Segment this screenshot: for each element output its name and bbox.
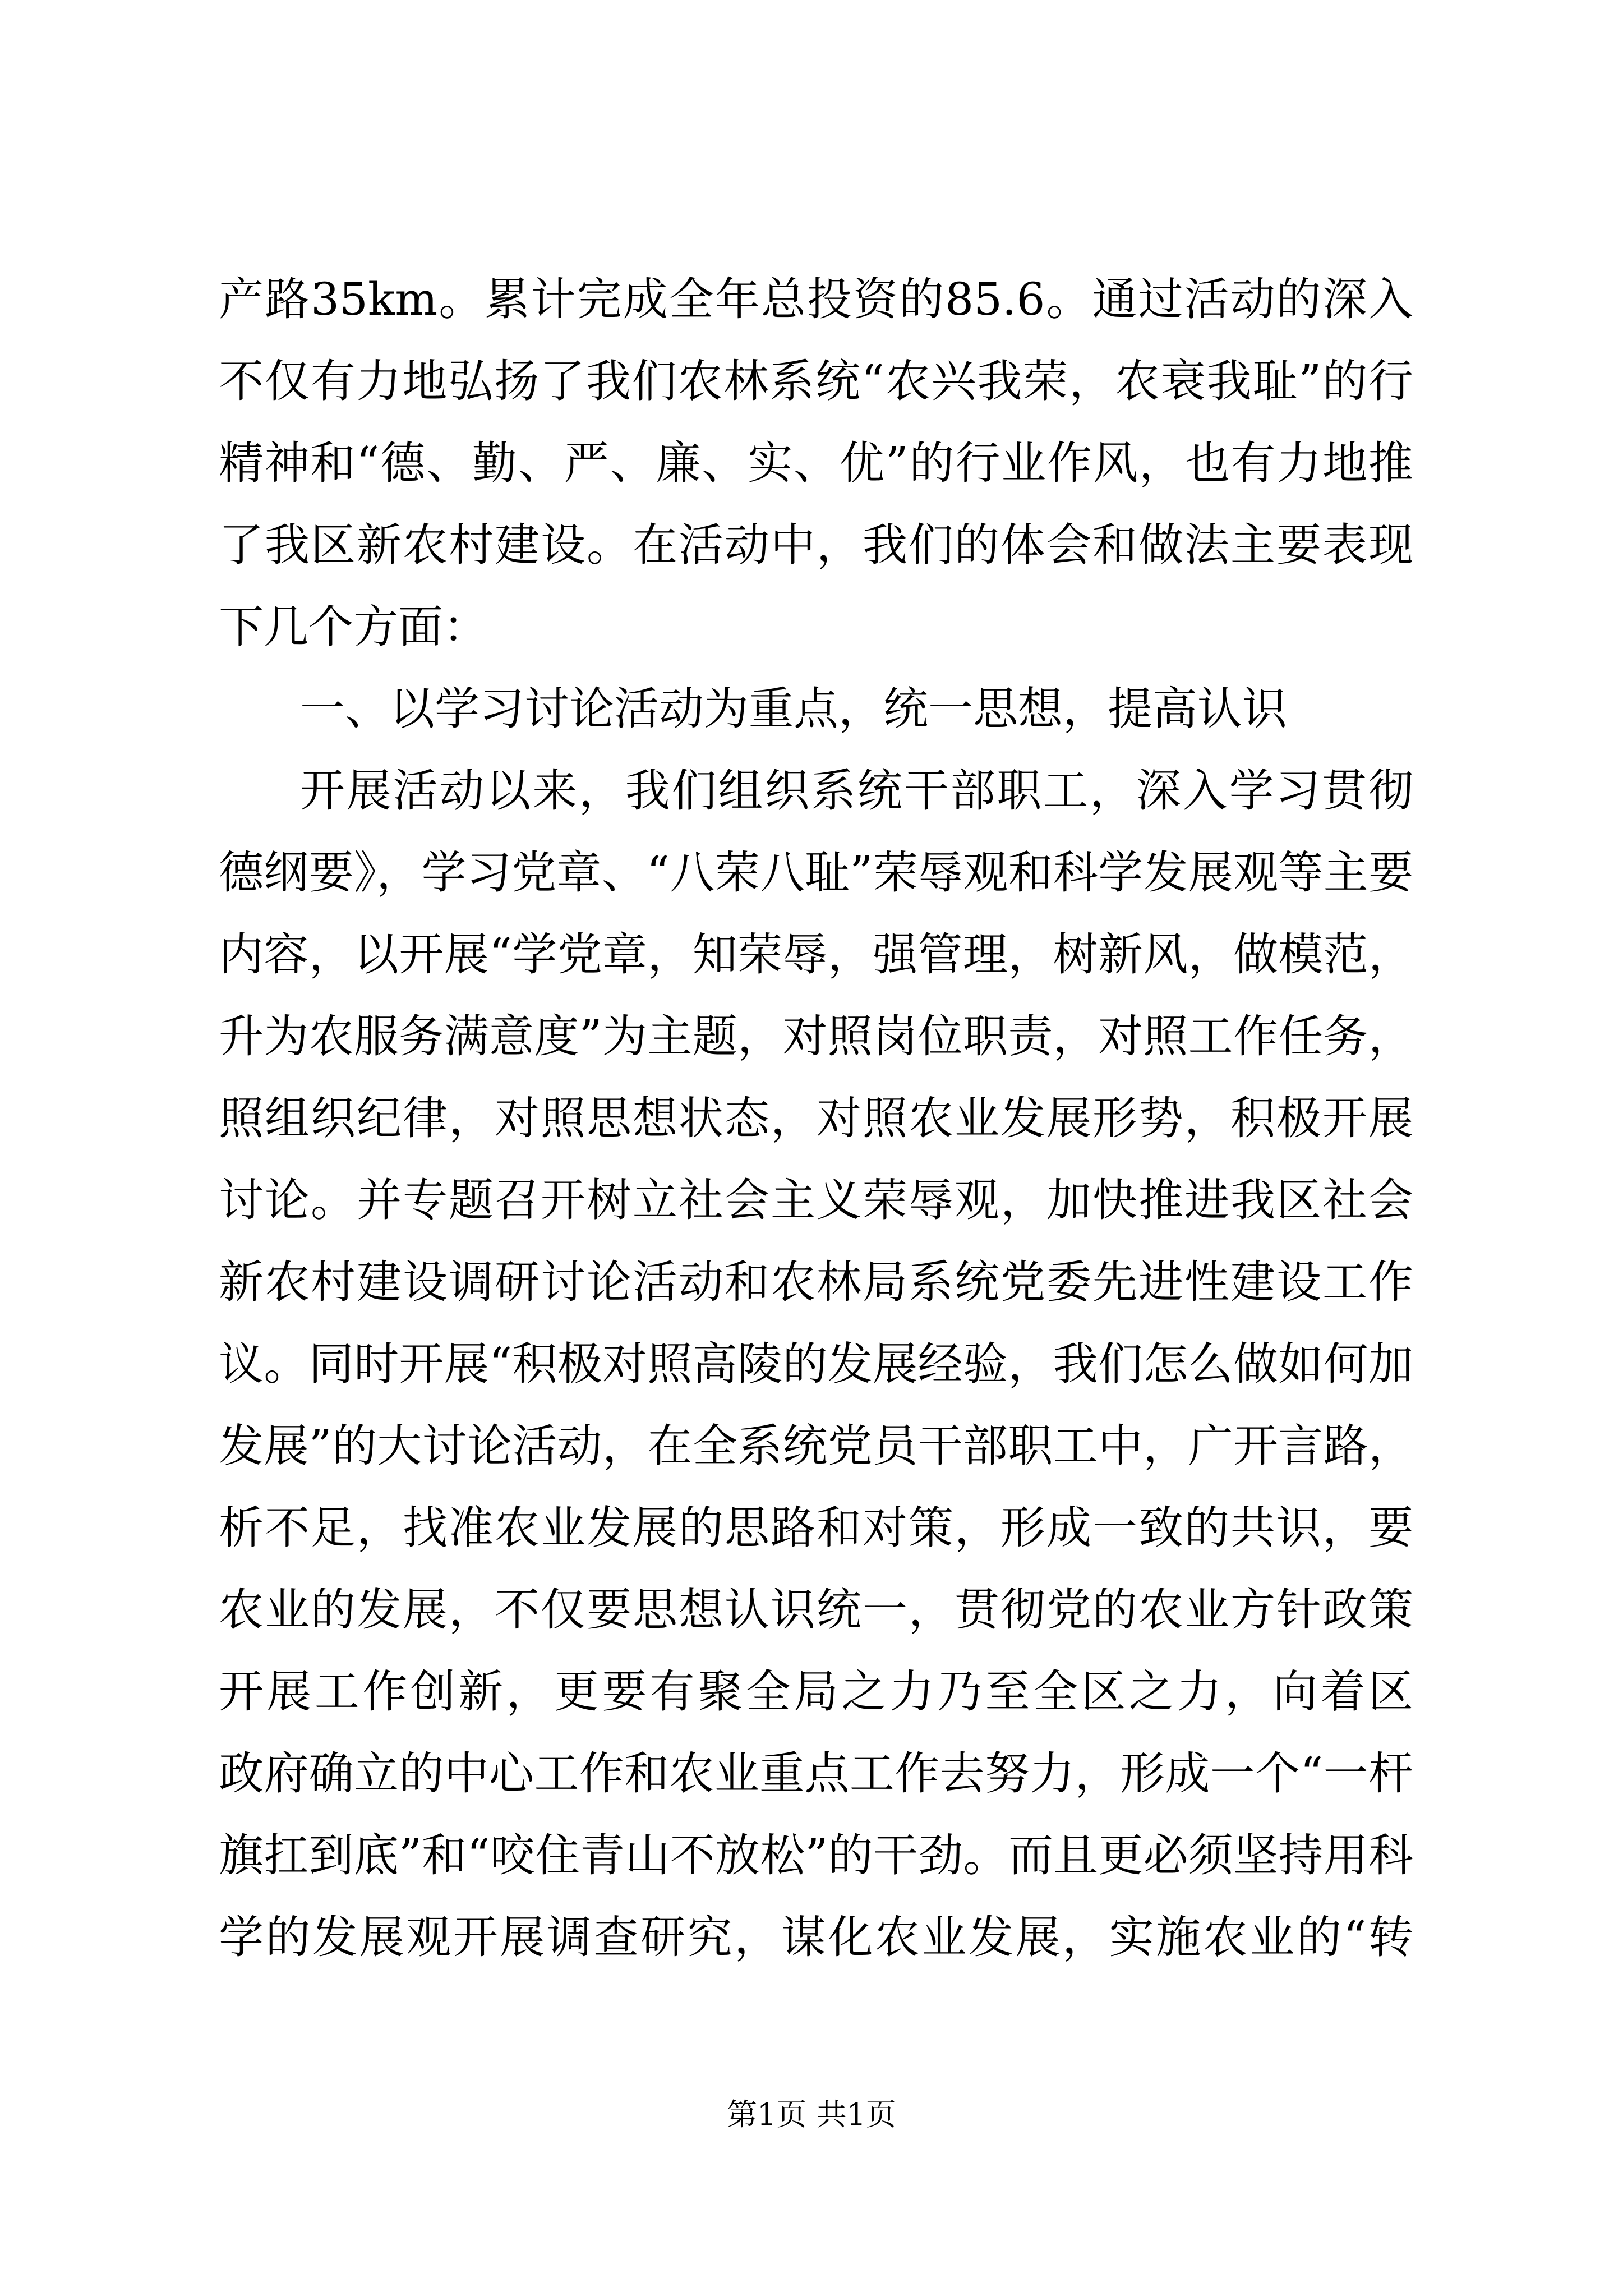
text-line: 精神和“德、勤、严、廉、实、优”的行业作风，也有力地推 bbox=[219, 437, 1413, 489]
section-heading: 一、以学习讨论活动为重点，统一思想，提高认识 bbox=[300, 683, 1287, 735]
text-line: 下几个方面： bbox=[219, 601, 488, 653]
text-line: 政府确立的中心工作和农业重点工作去努力，形成一个“一杆 bbox=[219, 1747, 1413, 1800]
text-line: 旗扛到底”和“咬住青山不放松”的干劲。而且更必须坚持用科 bbox=[219, 1829, 1413, 1881]
text-line: 学的发展观开展调查研究，谋化农业发展，实施农业的“转 bbox=[219, 1911, 1413, 1963]
page-number-footer: 第1页 共1页 bbox=[727, 2097, 896, 2132]
text-line: 德纲要》，学习党章、“八荣八耻”荣辱观和科学发展观等主要 bbox=[219, 846, 1413, 899]
text-line: 开展工作创新，更要有聚全局之力乃至全区之力，向着区 bbox=[219, 1665, 1413, 1718]
text-line: 内容，以开展“学党章，知荣辱，强管理，树新风，做模范， bbox=[219, 928, 1413, 981]
text-line: 照组织纪律，对照思想状态，对照农业发展形势，积极开展 bbox=[219, 1092, 1413, 1144]
text-line: 农业的发展，不仅要思想认识统一，贯彻党的农业方针政策 bbox=[219, 1584, 1413, 1636]
text-line: 新农村建设调研讨论活动和农林局系统党委先进性建设工作 bbox=[219, 1256, 1413, 1308]
text-line: 了我区新农村建设。在活动中，我们的体会和做法主要表现 bbox=[219, 519, 1413, 571]
text-line: 升为农服务满意度”为主题，对照岗位职责，对照工作任务， bbox=[219, 1010, 1413, 1062]
text-line: 发展”的大讨论活动，在全系统党员干部职工中，广开言路， bbox=[219, 1420, 1413, 1472]
text-line: 不仅有力地弘扬了我们农林系统“农兴我荣，农衰我耻”的行 bbox=[219, 355, 1413, 407]
text-line: 析不足，找准农业发展的思路和对策，形成一致的共识，要 bbox=[219, 1502, 1413, 1554]
text-line: 讨论。并专题召开树立社会主义荣辱观，加快推进我区社会 bbox=[219, 1174, 1413, 1226]
text-line: 产路35km。累计完成全年总投资的85.6。通过活动的深入 bbox=[219, 273, 1413, 325]
text-line: 议。同时开展“积极对照高陵的发展经验，我们怎么做如何加 bbox=[219, 1338, 1413, 1390]
paragraph-first-line: 开展活动以来，我们组织系统干部职工，深入学习贯彻 bbox=[300, 765, 1413, 817]
